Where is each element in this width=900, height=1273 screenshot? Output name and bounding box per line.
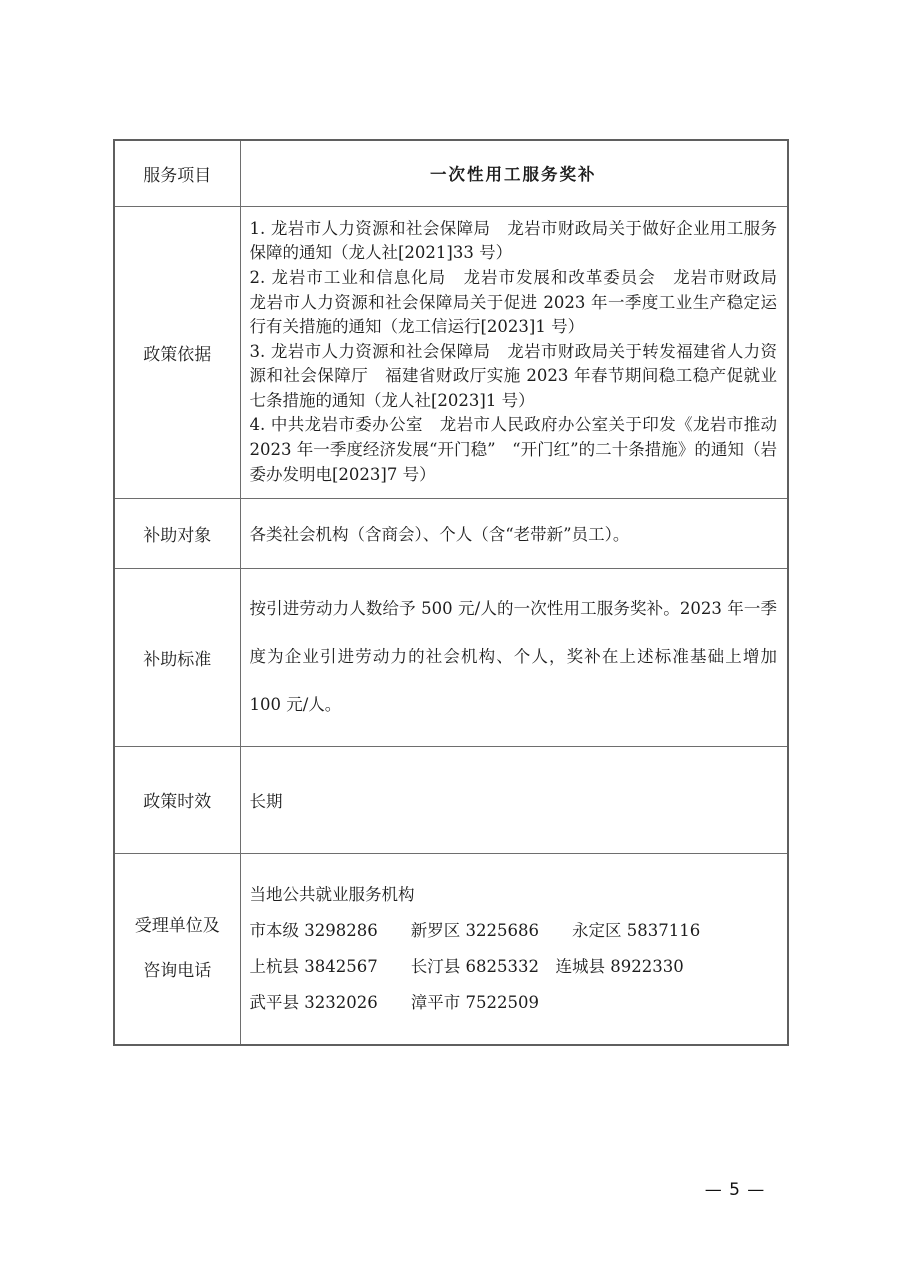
table-row-policy-basis (114, 206, 788, 498)
contact-phone-line: 武平县 3232026 漳平市 7522509 (249, 992, 539, 1012)
accepting-unit-content (240, 853, 788, 1045)
policy-table (113, 139, 794, 1046)
contact-phone-line: 市本级 3298286 新罗区 3225686 永定区 5837116 (249, 920, 701, 940)
table-row-accepting-unit (114, 853, 788, 1045)
accepting-unit-label-line: 咨询电话 (143, 961, 212, 982)
accepting-unit-label (114, 853, 240, 1045)
accepting-unit-organization: 当地公共就业服务机构 (249, 884, 415, 904)
table-row-subsidy-target (114, 498, 788, 568)
table-row-service-item (114, 140, 788, 206)
contact-phone-line: 上杭县 3842567 长汀县 6825332 连城县 8922330 (249, 956, 684, 976)
subsidy-standard-value: 按引进劳动力人数给予 500 元/人的一次性用工服务奖补。2023 年一季度为企业引进劳动力的社会机构、个人，奖补在上述标准基础上增加 100 元/人。 (240, 568, 788, 746)
policy-validity-label: 政策时效 (114, 746, 240, 853)
service-item-title: 一次性用工服务奖补 (240, 140, 788, 206)
policy-basis-item: 4. 中共龙岩市委办公室 龙岩市人民政府办公室关于印发《龙岩市推动 2023 年一季度经济发展“开门稳” “开门红”的二十条措施》的通知（岩委办发明电[2023]7 号） (249, 415, 777, 484)
policy-basis-content (240, 206, 794, 498)
page-number: — 5 — (704, 1180, 766, 1200)
policy-validity-value: 长期 (240, 746, 788, 853)
policy-basis-item: 3. 龙岩市人力资源和社会保障局 龙岩市财政局关于转发福建省人力资源和社会保障厅 福建省财政厅实施 2023 年春节期间稳工稳产促就业七条措施的通知（龙人社[2023]1 号） (249, 341, 777, 410)
accepting-unit-label-line: 受理单位及 (134, 916, 220, 937)
policy-basis-item: 2. 龙岩市工业和信息化局 龙岩市发展和改革委员会 龙岩市财政局 龙岩市人力资源和社会保障局关于促进 2023 年一季度工业生产稳定运行有关措施的通知（龙工信运行[2023]1 号） (249, 267, 794, 337)
table-row-subsidy-standard (114, 568, 788, 746)
service-item-label: 服务项目 (114, 140, 240, 206)
subsidy-standard-label: 补助标准 (114, 568, 240, 746)
table-row-policy-validity (114, 746, 788, 853)
policy-basis-item: 1. 龙岩市人力资源和社会保障局 龙岩市财政局关于做好企业用工服务保障的通知（龙人社[2021]33 号） (249, 218, 777, 263)
subsidy-target-value: 各类社会机构（含商会）、个人（含“老带新”员工）。 (240, 498, 788, 568)
policy-basis-label: 政策依据 (114, 206, 240, 498)
subsidy-target-label: 补助对象 (114, 498, 240, 568)
